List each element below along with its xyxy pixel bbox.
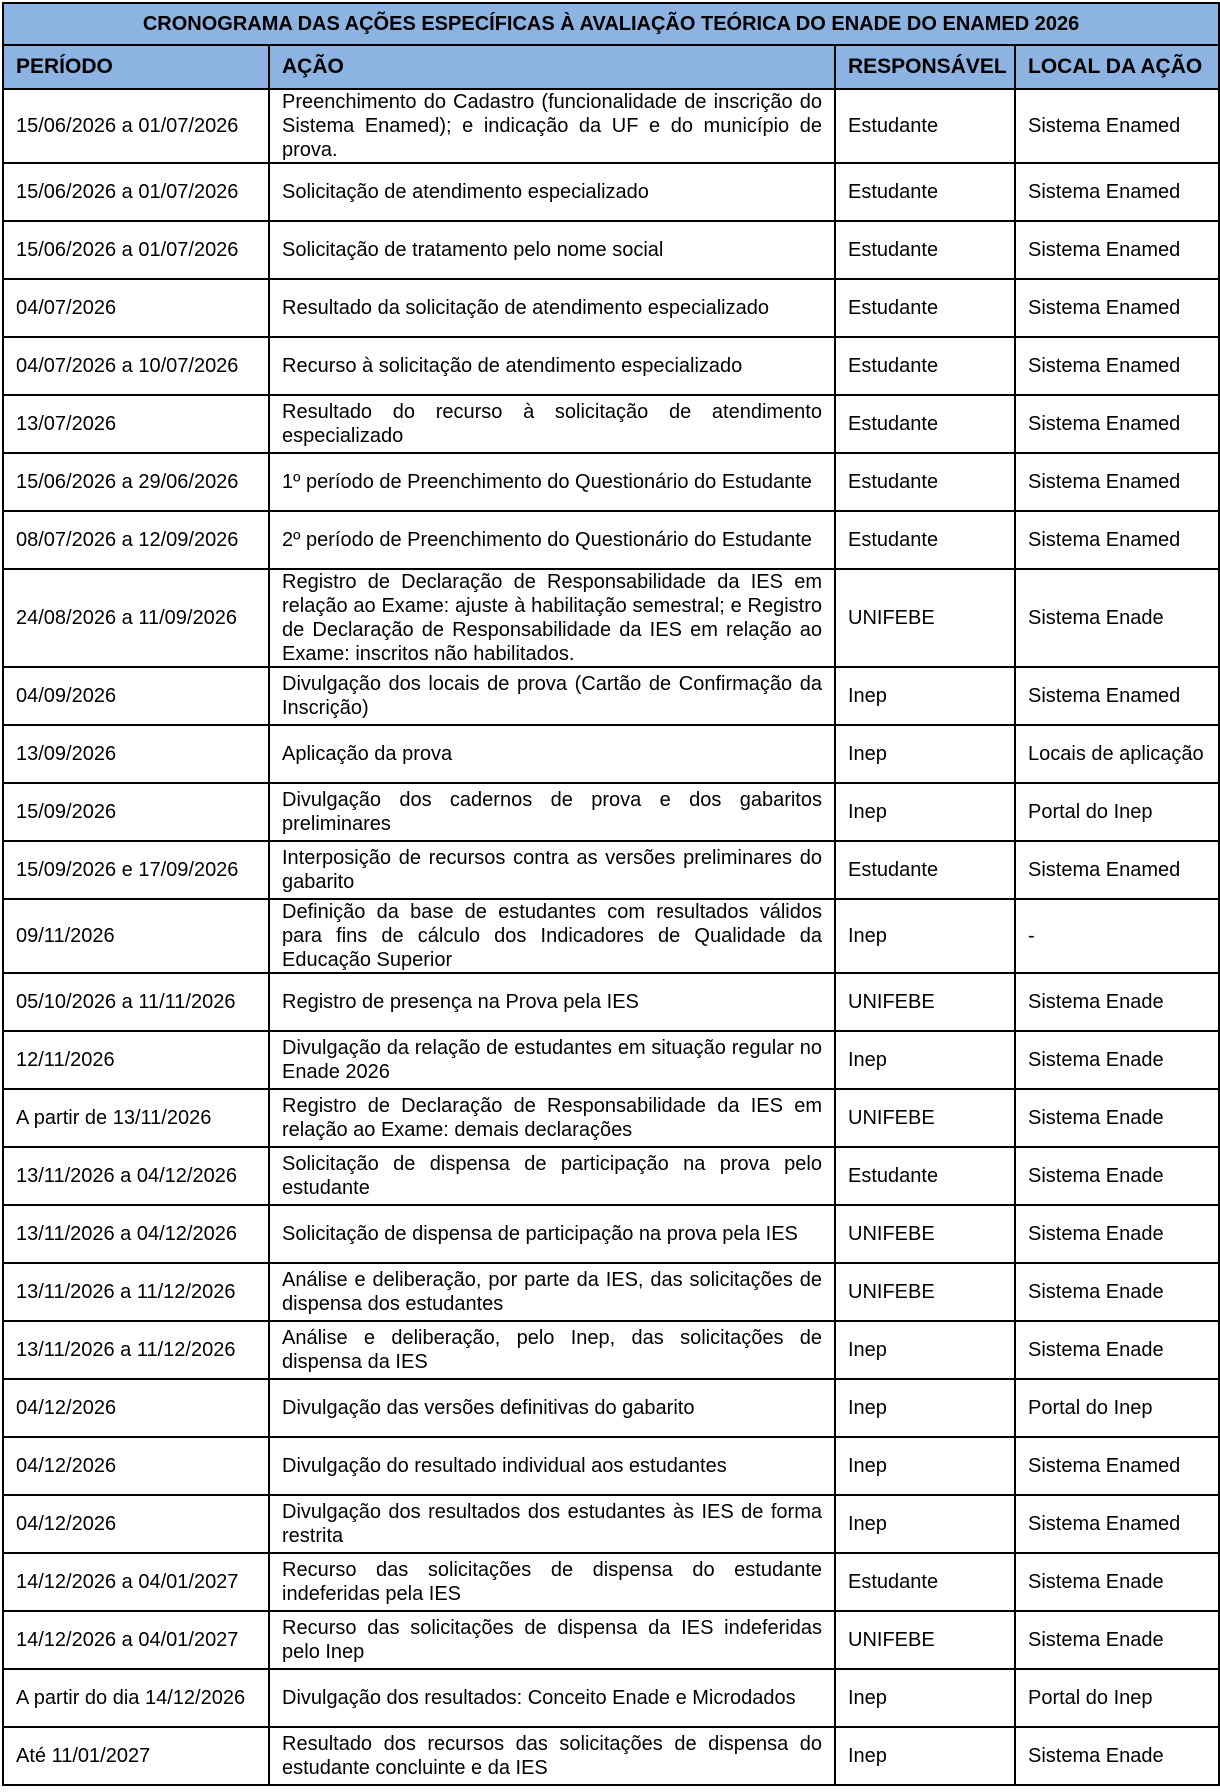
table-row xyxy=(3,783,1219,841)
cell-local: Sistema Enade xyxy=(1015,1553,1219,1611)
table-row xyxy=(3,1553,1219,1611)
cell-periodo: A partir de 13/11/2026 xyxy=(3,1089,269,1147)
cell-periodo: 12/11/2026 xyxy=(3,1031,269,1089)
table-title-row xyxy=(3,3,1219,45)
cell-acao: Registro de presença na Prova pela IES xyxy=(269,973,835,1031)
cell-responsavel: Estudante xyxy=(835,163,1015,221)
cell-periodo: 14/12/2026 a 04/01/2027 xyxy=(3,1611,269,1669)
cell-periodo: 13/11/2026 a 04/12/2026 xyxy=(3,1205,269,1263)
cell-responsavel: UNIFEBE xyxy=(835,1611,1015,1669)
cell-acao: Solicitação de tratamento pelo nome social xyxy=(269,221,835,279)
cell-local: Sistema Enamed xyxy=(1015,667,1219,725)
cell-responsavel: Estudante xyxy=(835,337,1015,395)
cell-acao: Solicitação de dispensa de participação na prova pela IES xyxy=(269,1205,835,1263)
cell-acao: Recurso das solicitações de dispensa do estudante indeferidas pela IES xyxy=(269,1553,835,1611)
cell-local: Sistema Enade xyxy=(1015,973,1219,1031)
cell-periodo: 13/07/2026 xyxy=(3,395,269,453)
cell-responsavel: Inep xyxy=(835,1379,1015,1437)
cell-local: Portal do Inep xyxy=(1015,783,1219,841)
cell-periodo: 04/12/2026 xyxy=(3,1437,269,1495)
cell-periodo: 13/09/2026 xyxy=(3,725,269,783)
cell-responsavel: UNIFEBE xyxy=(835,569,1015,667)
table-row xyxy=(3,841,1219,899)
column-header-responsavel: RESPONSÁVEL xyxy=(835,45,1015,89)
table-row xyxy=(3,221,1219,279)
cell-acao: Divulgação dos resultados: Conceito Enade e Microdados xyxy=(269,1669,835,1727)
cell-acao: Aplicação da prova xyxy=(269,725,835,783)
cell-responsavel: UNIFEBE xyxy=(835,1089,1015,1147)
table-row xyxy=(3,395,1219,453)
cell-acao: Solicitação de dispensa de participação na prova pelo estudante xyxy=(269,1147,835,1205)
table-row xyxy=(3,569,1219,667)
cell-periodo: 04/07/2026 xyxy=(3,279,269,337)
cell-local: Sistema Enamed xyxy=(1015,511,1219,569)
cell-local: Sistema Enamed xyxy=(1015,1437,1219,1495)
table-row xyxy=(3,973,1219,1031)
cell-local: Sistema Enade xyxy=(1015,1205,1219,1263)
cell-responsavel: UNIFEBE xyxy=(835,1205,1015,1263)
cell-local: Sistema Enamed xyxy=(1015,841,1219,899)
cell-local: Sistema Enade xyxy=(1015,1263,1219,1321)
table-row xyxy=(3,1147,1219,1205)
cell-responsavel: Inep xyxy=(835,1437,1015,1495)
cell-acao: Definição da base de estudantes com resultados válidos para fins de cálculo dos Indicadores de Qualidade da Educação Superior xyxy=(269,899,835,973)
cell-acao: Recurso das solicitações de dispensa da IES indeferidas pelo Inep xyxy=(269,1611,835,1669)
table-row xyxy=(3,453,1219,511)
schedule-table xyxy=(2,2,1220,1786)
cell-periodo: A partir do dia 14/12/2026 xyxy=(3,1669,269,1727)
table-row xyxy=(3,163,1219,221)
cell-acao: Interposição de recursos contra as versões preliminares do gabarito xyxy=(269,841,835,899)
cell-acao: Divulgação dos resultados dos estudantes às IES de forma restrita xyxy=(269,1495,835,1553)
cell-acao: Solicitação de atendimento especializado xyxy=(269,163,835,221)
cell-responsavel: Estudante xyxy=(835,453,1015,511)
cell-local: Portal do Inep xyxy=(1015,1379,1219,1437)
cell-responsavel: Inep xyxy=(835,899,1015,973)
cell-local: Sistema Enamed xyxy=(1015,89,1219,163)
cell-responsavel: UNIFEBE xyxy=(835,1263,1015,1321)
table-row xyxy=(3,1437,1219,1495)
cell-acao: Divulgação do resultado individual aos estudantes xyxy=(269,1437,835,1495)
column-header-acao: AÇÃO xyxy=(269,45,835,89)
cell-local: Sistema Enade xyxy=(1015,1611,1219,1669)
cell-local: Sistema Enade xyxy=(1015,1727,1219,1785)
cell-responsavel: Inep xyxy=(835,783,1015,841)
cell-acao: Divulgação dos locais de prova (Cartão de Confirmação da Inscrição) xyxy=(269,667,835,725)
cell-periodo: 04/07/2026 a 10/07/2026 xyxy=(3,337,269,395)
cell-local: Locais de aplicação xyxy=(1015,725,1219,783)
cell-acao: Registro de Declaração de Responsabilidade da IES em relação ao Exame: ajuste à habilitação semestral; e Registro de Declaração de Responsabilidade da IES em relação ao Exame: inscritos não habilitados. xyxy=(269,569,835,667)
cell-periodo: 13/11/2026 a 11/12/2026 xyxy=(3,1321,269,1379)
cell-responsavel: Estudante xyxy=(835,89,1015,163)
cell-responsavel: Inep xyxy=(835,1321,1015,1379)
cell-periodo: 05/10/2026 a 11/11/2026 xyxy=(3,973,269,1031)
cell-acao: 1º período de Preenchimento do Questionário do Estudante xyxy=(269,453,835,511)
table-row xyxy=(3,1611,1219,1669)
table-title: CRONOGRAMA DAS AÇÕES ESPECÍFICAS À AVALIAÇÃO TEÓRICA DO ENADE DO ENAMED 2026 xyxy=(3,3,1219,45)
cell-periodo: Até 11/01/2027 xyxy=(3,1727,269,1785)
cell-periodo: 13/11/2026 a 11/12/2026 xyxy=(3,1263,269,1321)
table-row xyxy=(3,1379,1219,1437)
table-row xyxy=(3,89,1219,163)
cell-responsavel: Inep xyxy=(835,667,1015,725)
cell-responsavel: UNIFEBE xyxy=(835,973,1015,1031)
cell-local: Sistema Enade xyxy=(1015,1147,1219,1205)
cell-responsavel: Estudante xyxy=(835,395,1015,453)
cell-acao: Análise e deliberação, pelo Inep, das solicitações de dispensa da IES xyxy=(269,1321,835,1379)
cell-acao: Divulgação dos cadernos de prova e dos gabaritos preliminares xyxy=(269,783,835,841)
cell-responsavel: Inep xyxy=(835,1495,1015,1553)
cell-acao: Análise e deliberação, por parte da IES, das solicitações de dispensa dos estudantes xyxy=(269,1263,835,1321)
cell-local: Sistema Enamed xyxy=(1015,1495,1219,1553)
table-row xyxy=(3,337,1219,395)
cell-acao: Preenchimento do Cadastro (funcionalidade de inscrição do Sistema Enamed); e indicação da UF e do município de prova. xyxy=(269,89,835,163)
cell-acao: Divulgação das versões definitivas do gabarito xyxy=(269,1379,835,1437)
cell-local: Sistema Enamed xyxy=(1015,163,1219,221)
cell-responsavel: Estudante xyxy=(835,841,1015,899)
table-row xyxy=(3,1089,1219,1147)
table-row xyxy=(3,1727,1219,1785)
cell-acao: Divulgação da relação de estudantes em situação regular no Enade 2026 xyxy=(269,1031,835,1089)
cell-local: Sistema Enamed xyxy=(1015,453,1219,511)
cell-periodo: 15/09/2026 e 17/09/2026 xyxy=(3,841,269,899)
cell-periodo: 08/07/2026 a 12/09/2026 xyxy=(3,511,269,569)
cell-local: Sistema Enade xyxy=(1015,569,1219,667)
table-row xyxy=(3,1321,1219,1379)
cell-acao: Registro de Declaração de Responsabilidade da IES em relação ao Exame: demais declarações xyxy=(269,1089,835,1147)
cell-periodo: 04/09/2026 xyxy=(3,667,269,725)
cell-local: Sistema Enamed xyxy=(1015,279,1219,337)
table-row xyxy=(3,511,1219,569)
cell-periodo: 04/12/2026 xyxy=(3,1379,269,1437)
cell-periodo: 15/09/2026 xyxy=(3,783,269,841)
cell-acao: Resultado da solicitação de atendimento especializado xyxy=(269,279,835,337)
cell-responsavel: Estudante xyxy=(835,1147,1015,1205)
cell-periodo: 09/11/2026 xyxy=(3,899,269,973)
cell-responsavel: Inep xyxy=(835,1727,1015,1785)
table-row xyxy=(3,1669,1219,1727)
cell-responsavel: Inep xyxy=(835,725,1015,783)
cell-responsavel: Inep xyxy=(835,1669,1015,1727)
cell-responsavel: Inep xyxy=(835,1031,1015,1089)
cell-local: Sistema Enamed xyxy=(1015,221,1219,279)
cell-local: Portal do Inep xyxy=(1015,1669,1219,1727)
cell-local: Sistema Enade xyxy=(1015,1031,1219,1089)
cell-periodo: 15/06/2026 a 01/07/2026 xyxy=(3,163,269,221)
cell-acao: Recurso à solicitação de atendimento especializado xyxy=(269,337,835,395)
cell-responsavel: Estudante xyxy=(835,511,1015,569)
cell-local: Sistema Enade xyxy=(1015,1089,1219,1147)
table-row xyxy=(3,667,1219,725)
cell-responsavel: Estudante xyxy=(835,279,1015,337)
table-body xyxy=(3,89,1219,1785)
cell-periodo: 04/12/2026 xyxy=(3,1495,269,1553)
cell-acao: 2º período de Preenchimento do Questionário do Estudante xyxy=(269,511,835,569)
cell-local: Sistema Enamed xyxy=(1015,395,1219,453)
cell-periodo: 15/06/2026 a 01/07/2026 xyxy=(3,89,269,163)
cell-periodo: 14/12/2026 a 04/01/2027 xyxy=(3,1553,269,1611)
cell-local: Sistema Enade xyxy=(1015,1321,1219,1379)
table-row xyxy=(3,279,1219,337)
column-header-periodo: PERÍODO xyxy=(3,45,269,89)
cell-responsavel: Estudante xyxy=(835,1553,1015,1611)
cell-responsavel: Estudante xyxy=(835,221,1015,279)
cell-periodo: 15/06/2026 a 01/07/2026 xyxy=(3,221,269,279)
cell-periodo: 15/06/2026 a 29/06/2026 xyxy=(3,453,269,511)
cell-periodo: 13/11/2026 a 04/12/2026 xyxy=(3,1147,269,1205)
table-row xyxy=(3,1263,1219,1321)
cell-acao: Resultado dos recursos das solicitações de dispensa do estudante concluinte e da IES xyxy=(269,1727,835,1785)
cell-periodo: 24/08/2026 a 11/09/2026 xyxy=(3,569,269,667)
table-row xyxy=(3,1495,1219,1553)
table-row xyxy=(3,899,1219,973)
column-header-local: LOCAL DA AÇÃO xyxy=(1015,45,1219,89)
cell-local: Sistema Enamed xyxy=(1015,337,1219,395)
table-row xyxy=(3,1205,1219,1263)
table-row xyxy=(3,1031,1219,1089)
cell-local: - xyxy=(1015,899,1219,973)
table-row xyxy=(3,725,1219,783)
cell-acao: Resultado do recurso à solicitação de atendimento especializado xyxy=(269,395,835,453)
column-header-row xyxy=(3,45,1219,89)
